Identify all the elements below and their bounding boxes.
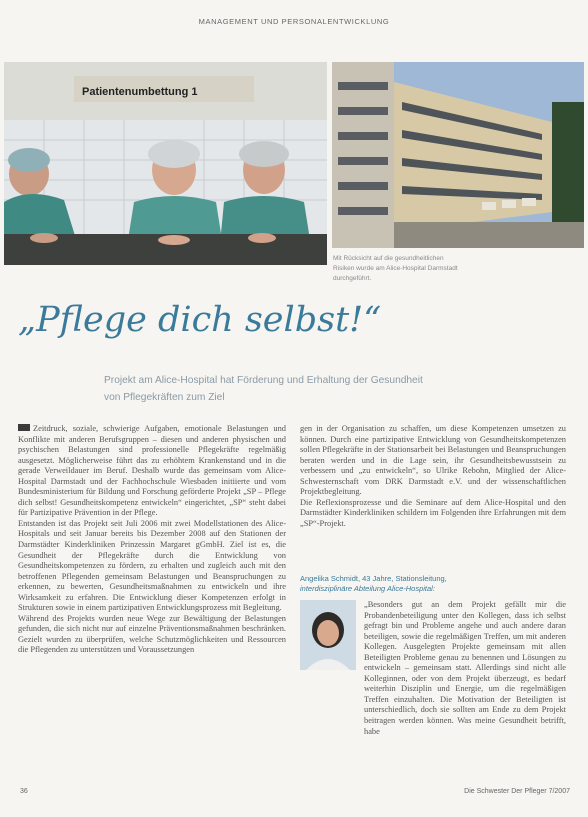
article-column-right xyxy=(300,424,566,566)
sign-label: Patientenumbettung 1 xyxy=(82,86,198,98)
page-number: 36 xyxy=(20,788,28,795)
paragraph-marker xyxy=(18,424,30,431)
quote-name: Angelika Schmidt, 43 Jahre, Stationsleitung, xyxy=(300,574,447,583)
portrait-photo xyxy=(300,600,356,670)
article-headline: „Pflege dich selbst!“ xyxy=(18,300,382,340)
paragraph: Zeitdruck, soziale, schwierige Aufgaben, emotionale Belastungen und Konflikte mit anderen Berufsgruppen – diesen und anderen physischen und psychischen Belastungen sind professionelle Pflegekräfte regelmäßig ausgesetzt. Möglicherweise führt das zu erhöhtem Krankenstand und in die gerade Verweildauer im Beruf. Deshalb wurde das gemeinsam vom Alice-Hospital Darmstadt und der Fachhochschule Wiesbaden initiierte und vom Bundesministerium für Bildung und Forschung geförderte Projekt „SP – Pflege dich selbst! Gesundheitskompetenz entwickeln“ eingerichtet, „SP“ steht dabei für Partizipative Prävention in der Pflege. xyxy=(18,424,286,518)
article-column-left xyxy=(18,424,286,782)
paragraph: Die Reflexionsprozesse und die Seminare auf dem Alice-Hospital und den Darmstädter Kinderkliniken schildern im Folgenden ihre Erfahrungen mit dem „SP“-Projekt. xyxy=(300,497,566,528)
section-header: MANAGEMENT UND PERSONALENTWICKLUNG xyxy=(198,17,390,26)
nurses-photo xyxy=(4,62,327,265)
quote-role: interdisziplinäre Abteilung Alice-Hospital: xyxy=(300,584,435,593)
paragraph: Während des Projekts wurden neue Wege zur Bewältigung der Belastungen gefunden, die sich nicht nur auf einzelne Präventionsmaßnahmen beschränken. Gezielt wurden zu überprüfen, welche Schutzmöglichkeiten und Ressourcen die Pflegenden zu unterstützen und Voraussetzungen xyxy=(18,613,286,655)
quote-text: „Besonders gut an dem Projekt gefällt mir die Probandenbeteiligung unter den Kollegen, dass ich selbst gefragt bin und Probleme angehe und auch andere daran beteiligen, sowie die regelmäßigen Treffen, um mit anderen Kollegen. Ausgelegten Projekte gemeinsam mit allen Beteiligten Probleme genau zu benennen und Lösungen zu entwickeln – gemeinsam statt. Allerdings sind nicht alle Kolleginnen, oder von dem Projekt überzeugt, es bedarf weiterhin Disziplin und Energie, um die regelmäßigen Treffen einzuhalten. Die Motivation der Beteiligten ist unterschiedlich, doch sie sollten am Ende zu dem Projekt beitragen werden können. Was meine Gesundheit betrifft, habe xyxy=(364,600,566,736)
photo-caption: Mit Rücksicht auf die gesundheitlichen Risiken wurde am Alice-Hospital Darmstadt durchgeführt. xyxy=(333,255,458,282)
paragraph: gen in der Organisation zu schaffen, um diese Kompetenzen umsetzen zu können. Durch eine partizipative Entwicklung von Gesundheitskompetenzen sollen Pflegekräfte in der Stationsarbeit bei Belastungen und Beanspruchungen beraten werden und in die Lage sein, ihr Gesundheitsbewusstsein zu verbessern und „zu entwickeln“, so Ulrike Rebohn, Mitglied der Alice-Schwesternschaft vom DRK Darmstadt e.V. und der wissenschaftlichen Projektbegleitung. xyxy=(300,424,566,497)
publication-name: Die Schwester Der Pfleger 7/2007 xyxy=(464,788,570,795)
article-subhead: Projekt am Alice-Hospital hat Förderung und Erhaltung der Gesundheit von Pflegekräften zum Ziel xyxy=(104,375,423,403)
hospital-building-photo xyxy=(332,62,584,248)
paragraph: Entstanden ist das Projekt seit Juli 2006 mit zwei Modellstationen des Alice-Hospitals und seit Januar bereits bis Dezember 2008 auf den Stationen der Darmstädter Kinderkliniken Prinzessin Margaret gGmbH. Ziel ist es, die Gesundheit der Pflegekräfte durch die Entwicklung von Gesundheitskompetenzen zu fördern, zu erhalten und zugleich auch mit den betroffenen Pflegenden gemeinsam Belastungen und Beanspruchungen zu erkennen, zu bewerten, Gesundheitsmaßnahmen zu entwickeln und ihre Wirksamkeit zu erfahren. Die Entwicklung dieser Kompetenzen erfolgt in Strukturen sowie in einem partizipativen Entwicklungsprozess mit Begleitung. xyxy=(18,518,286,613)
quote-attribution xyxy=(300,574,566,594)
